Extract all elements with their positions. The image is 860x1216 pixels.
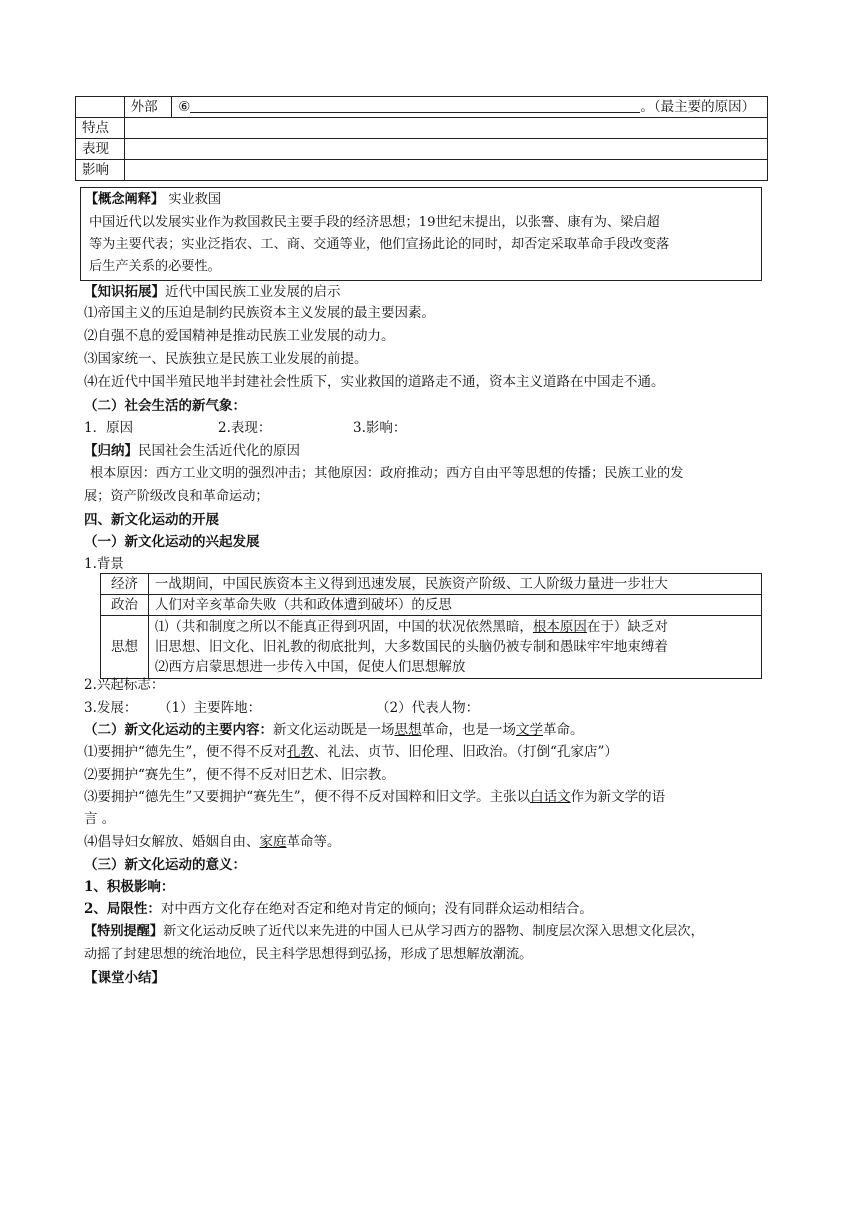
underlined-term: 文学 bbox=[516, 722, 543, 738]
content-item: ⑴要拥护“德先生”，便不得不反对 bbox=[84, 744, 287, 760]
origin-sign-label: 2.兴起标志： bbox=[84, 677, 165, 693]
development-label: 3.发展： bbox=[84, 700, 138, 716]
class-summary-tag: 【课堂小结】 bbox=[84, 970, 165, 986]
question-manifestation: 2.表现： bbox=[218, 420, 272, 436]
table-row bbox=[76, 139, 768, 160]
knowledge-title: 近代中国民族工业发展的启示 bbox=[165, 284, 341, 300]
content-item: 、礼法、贞节、旧伦理、旧政治。（打倒“孔家店”） bbox=[313, 744, 618, 760]
limitation-heading: 2、局限性： bbox=[84, 901, 161, 917]
row-label-impact: 影响 bbox=[76, 160, 125, 181]
thought-text: ⑵西方启蒙思想进一步传入中国，促使人们思想解放 bbox=[154, 659, 466, 675]
concept-tag: 【概念阐释】 bbox=[85, 192, 165, 207]
table-row bbox=[76, 118, 768, 139]
summary-tag: 【归纳】 bbox=[84, 443, 138, 459]
tip-text: 动摇了封建思想的统治地位，民主科学思想得到弘扬，形成了思想解放潮流。 bbox=[84, 947, 533, 962]
knowledge-tag: 【知识拓展】 bbox=[84, 284, 165, 300]
tip-tag: 【特别提醒】 bbox=[84, 924, 164, 939]
summary-title: 民国社会生活近代化的原因 bbox=[138, 443, 300, 459]
knowledge-item: ⑷在近代中国半殖民地半封建社会性质下，实业救国的道路走不通，资本主义道路在中国走不通。 bbox=[84, 374, 665, 390]
external-cell bbox=[172, 97, 768, 118]
knowledge-item: ⑶国家统一、民族独立是民族工业发展的前提。 bbox=[84, 351, 368, 367]
content-text: 新文化运动既是一场 bbox=[273, 722, 395, 738]
positive-impact-label: 1、积极影响： bbox=[84, 879, 175, 895]
development-base: （1）主要阵地： bbox=[158, 700, 262, 716]
underlined-term: 思想 bbox=[394, 722, 422, 738]
table-cell bbox=[124, 160, 767, 181]
limitation-text: 对中西方文化存在绝对否定和绝对肯定的倾向；没有同群众运动相结合。 bbox=[160, 901, 593, 917]
external-label: 外部 bbox=[124, 97, 172, 118]
content-item: 作为新文学的语 bbox=[570, 789, 666, 805]
underlined-term: 孔教 bbox=[286, 744, 314, 760]
economy-text: 一战期间，中国民族资本主义得到迅速发展，民族资产阶级、工人阶级力量进一步壮大 bbox=[148, 574, 761, 595]
content-heading: （二）新文化运动的主要内容： bbox=[84, 722, 273, 738]
background-table bbox=[100, 573, 762, 679]
concept-line: 中国近代以发展实业作为救国救民主要手段的经济思想；19世纪末提出，以张謇、康有为、梁启超 bbox=[89, 215, 660, 230]
top-table bbox=[75, 96, 768, 181]
politics-text: 人们对辛亥革命失败（共和政体遭到破坏）的反思 bbox=[148, 595, 761, 616]
content-item: ⑷倡导妇女解放、婚姻自由、 bbox=[84, 834, 260, 850]
section-heading: 四、新文化运动的开展 bbox=[84, 512, 219, 528]
summary-line: 根本原因：西方工业文明的强烈冲击；其他原因：政府推动；西方自由平等思想的传播；民族工业的发 bbox=[90, 466, 684, 481]
table-row bbox=[76, 160, 768, 181]
knowledge-item: ⑵自强不息的爱国精神是推动民族工业发展的动力。 bbox=[84, 328, 395, 344]
content-item: 革命等。 bbox=[286, 834, 341, 850]
thought-text: 旧思想、旧文化、旧礼教的彻底批判，大多数国民的头脑仍被专制和愚昧牢牢地束缚着 bbox=[154, 639, 668, 655]
tip-text: 新文化运动反映了近代以来先进的中国人已从学习西方的器物、制度层次深入思想文化层次， bbox=[163, 924, 704, 939]
question-cause: 1．原因 bbox=[84, 420, 134, 436]
content-item: ⑶要拥护“德先生”又要拥护“赛先生”，便不得不反对国粹和旧文学。主张以 bbox=[84, 789, 531, 805]
social-heading: （二）社会生活的新气象： bbox=[84, 398, 246, 414]
content-item: ⑵要拥护“赛先生”，便不得不反对旧艺术、旧宗教。 bbox=[84, 767, 395, 783]
underlined-term: 根本原因 bbox=[532, 619, 587, 635]
table-cell bbox=[76, 97, 125, 118]
underlined-term: 白话文 bbox=[530, 789, 571, 805]
content-text: 革命，也是一场 bbox=[421, 722, 516, 738]
concept-line: 等为主要代表；实业泛指农、工、商、交通等业，他们宣扬此论的同时，却否定采取革命手段改变落 bbox=[89, 237, 670, 252]
thought-text: 在于）缺乏对 bbox=[586, 619, 668, 635]
question-impact: 3.影响： bbox=[353, 420, 407, 436]
underlined-term: 家庭 bbox=[259, 834, 287, 850]
thought-label: 思想 bbox=[101, 616, 149, 679]
concept-line: 后生产关系的必要性。 bbox=[89, 259, 221, 274]
significance-heading: （三）新文化运动的意义： bbox=[84, 857, 246, 873]
table-row bbox=[101, 616, 762, 679]
thought-cell bbox=[148, 616, 761, 679]
answer-blank bbox=[190, 98, 640, 113]
concept-box bbox=[80, 187, 762, 281]
development-figures: （2）代表人物： bbox=[376, 700, 480, 716]
background-label: 1.背景 bbox=[84, 556, 124, 572]
content-text: 革命。 bbox=[543, 722, 584, 738]
politics-label: 政治 bbox=[101, 595, 149, 616]
table-row bbox=[76, 97, 768, 118]
table-row bbox=[101, 574, 762, 595]
thought-text: ⑴（共和制度之所以不能真正得到巩固，中国的状况依然黑暗， bbox=[154, 619, 533, 635]
circled-number: ⑥ bbox=[178, 99, 191, 115]
row-label-features: 特点 bbox=[76, 118, 125, 139]
row-label-manifestation: 表现 bbox=[76, 139, 125, 160]
table-cell bbox=[124, 118, 767, 139]
concept-term: 实业救国 bbox=[168, 192, 222, 207]
table-cell bbox=[124, 139, 767, 160]
external-note: 。（最主要的原因） bbox=[640, 99, 756, 115]
content-item: 言 。 bbox=[84, 811, 116, 827]
table-row bbox=[101, 595, 762, 616]
knowledge-item: ⑴帝国主义的压迫是制约民族资本主义发展的最主要因素。 bbox=[84, 305, 435, 321]
economy-label: 经济 bbox=[101, 574, 149, 595]
subsection-heading: （一）新文化运动的兴起发展 bbox=[84, 534, 260, 550]
summary-line: 展；资产阶级改良和革命运动； bbox=[84, 489, 269, 504]
